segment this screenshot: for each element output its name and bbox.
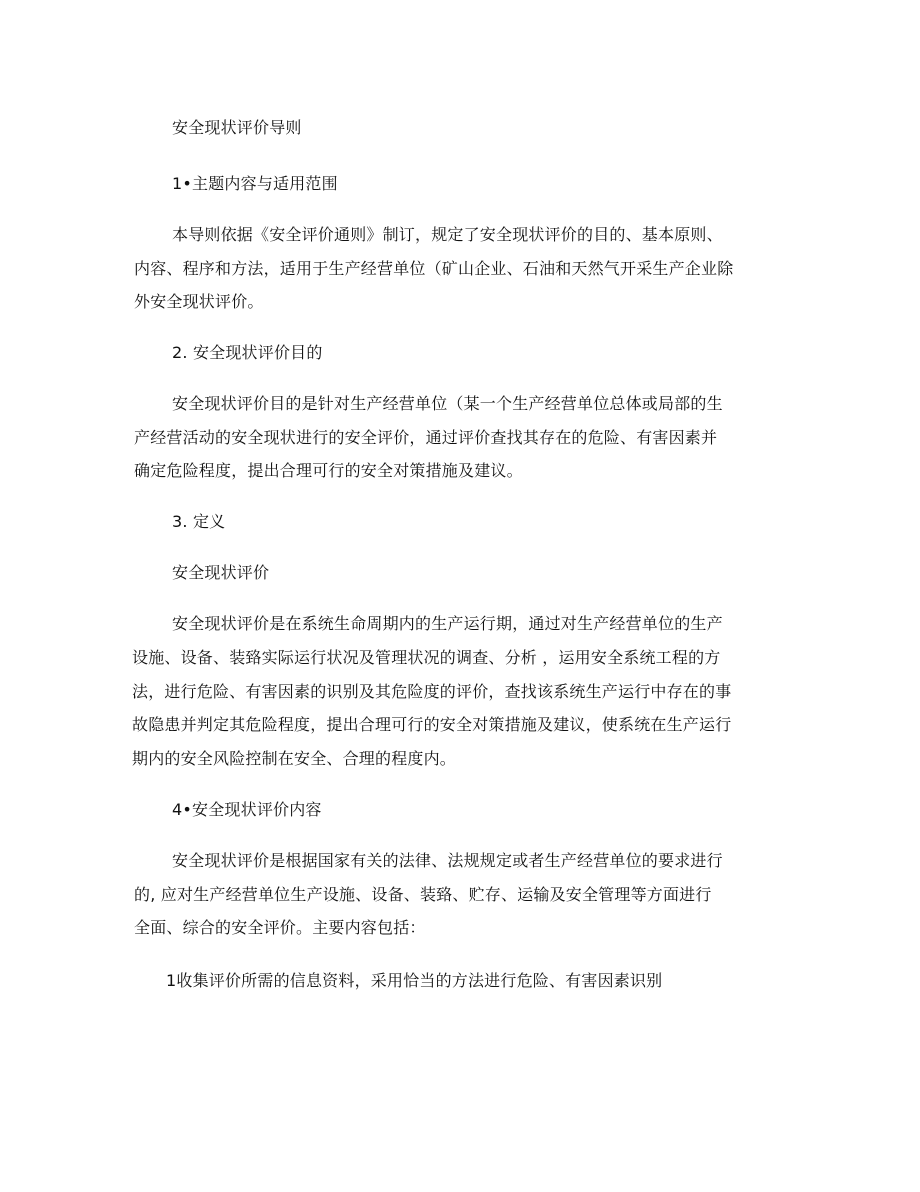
section-4-line-3: 全面、综合的安全评价。主要内容包括： [134,918,426,937]
section-1-heading: 1•主题内容与适用范围 [172,174,338,193]
section-3-line-1: 安全现状评价是在系统生命周期内的生产运行期，通过对生产经营单位的生产 [172,614,723,633]
section-1-line-1: 本导则依据《安全评价通则》制订，规定了安全现状评价的目的、基本原则、 [172,225,723,244]
section-3-line-3: 法，进行危险、有害因素的识别及其危险度的评价，查找该系统生产运行中存在的事 [132,682,732,701]
section-4-line-1: 安全现状评价是根据国家有关的法律、法规规定或者生产经营单位的要求进行 [172,851,723,870]
section-3-line-2: 设施、设备、装臵实际运行状况及管理状况的调查、分析 ，运用安全系统工程的方 [132,648,721,667]
section-2-heading: 2. 安全现状评价目的 [172,343,323,362]
section-3-heading: 3. 定义 [172,512,226,531]
document-title: 安全现状评价导则 [172,118,302,137]
section-4-line-2: 的, 应对生产经营单位生产设施、设备、装臵、贮存、运输及安全管理等方面进行 [134,885,712,904]
section-1-line-2: 内容、程序和方法，适用于生产经营单位（矿山企业、石油和天然气开采生产企业除 [134,259,734,278]
section-3-line-4: 故隐患并判定其危险程度，提出合理可行的安全对策措施及建议，使系统在生产运行 [132,715,732,734]
section-4-item-1: 1收集评价所需的信息资料，采用恰当的方法进行危险、有害因素识别 [166,971,663,990]
section-3-subheading: 安全现状评价 [172,563,270,582]
section-2-line-1: 安全现状评价目的是针对生产经营单位（某一个生产经营单位总体或局部的生 [172,394,723,413]
section-2-line-2: 产经营活动的安全现状进行的安全评价，通过评价查找其存在的危险、有害因素并 [134,428,718,447]
section-3-line-5: 期内的安全风险控制在安全、合理的程度内。 [132,749,457,768]
section-4-heading: 4•安全现状评价内容 [172,800,322,819]
section-1-line-3: 外安全现状评价。 [134,292,264,311]
section-2-line-3: 确定危险程度，提出合理可行的安全对策措施及建议。 [134,461,523,480]
